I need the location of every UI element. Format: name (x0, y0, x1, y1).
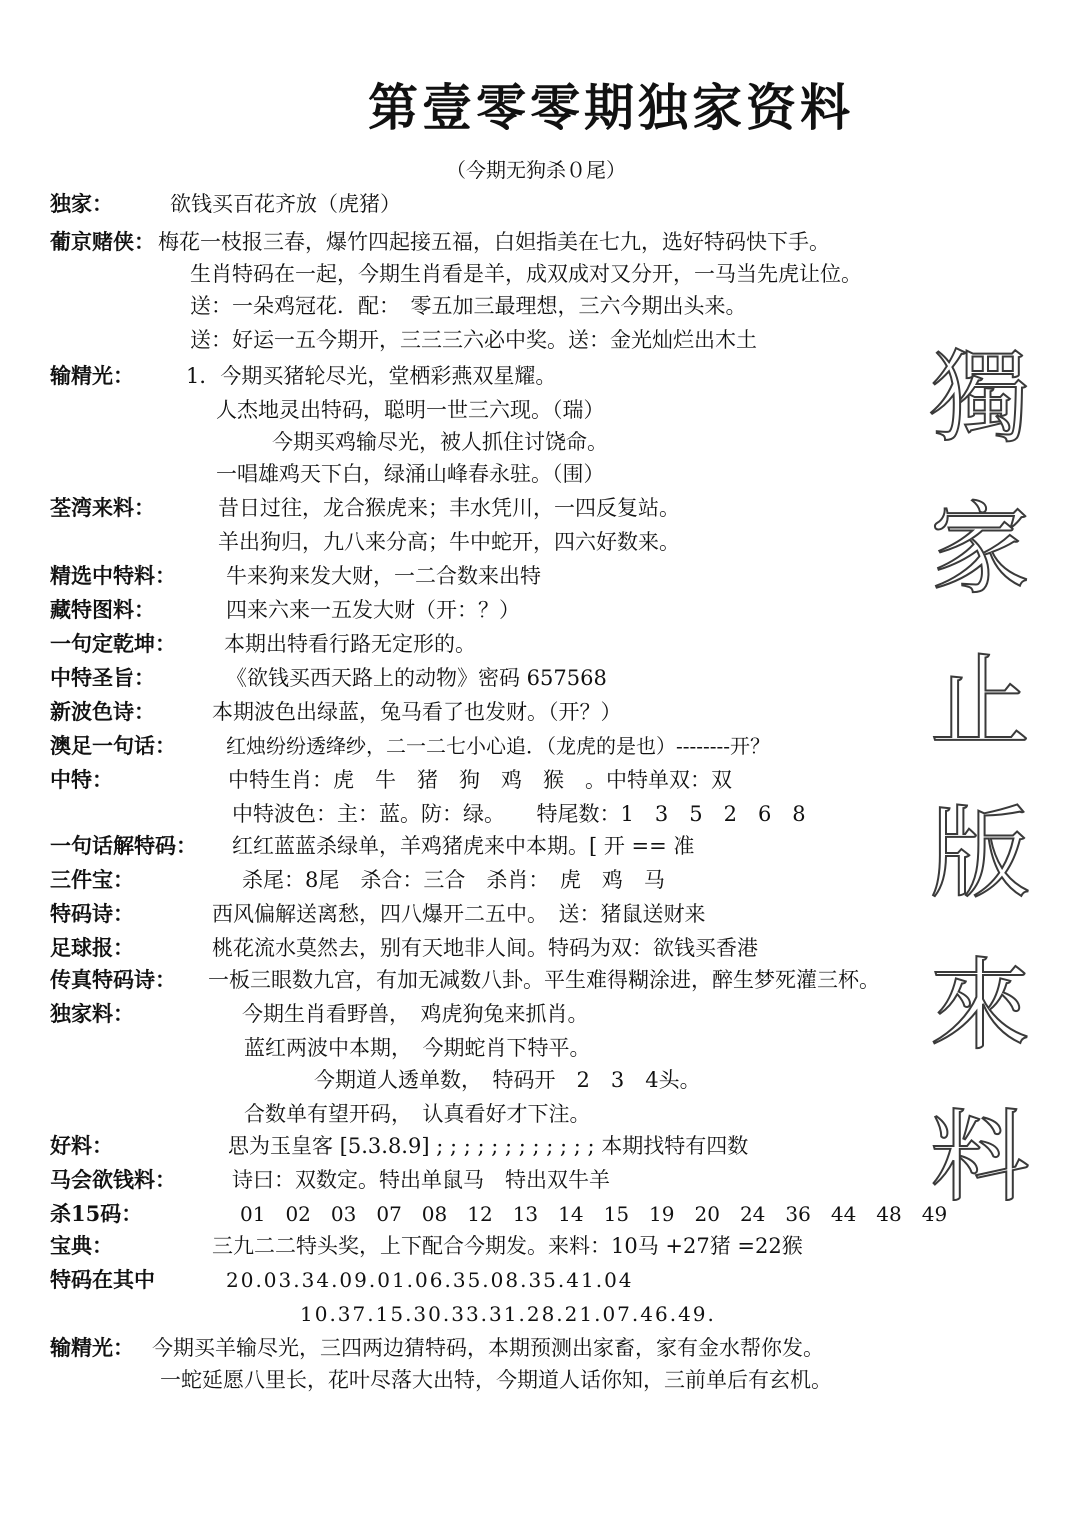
label-aozu: 澳足一句话： (50, 733, 176, 758)
label-zuqiubao: 足球报： (50, 935, 134, 960)
text-line: 一板三眼数九宫，有加无减数八卦。平生难得糊涂进，醉生梦死灌三杯。 (208, 968, 880, 992)
text-line: 昔日过往，龙合猴虎来；丰水凭川，一四反复站。 (218, 496, 680, 520)
label-dujia: 独家： (50, 191, 113, 216)
text-line: 红红蓝蓝杀绿单，羊鸡猪虎来中本期。[ 开 == 准 (232, 834, 695, 858)
text-line: 桃花流水莫然去，别有天地非人间。特码为双：欲钱买香港 (212, 936, 758, 960)
text-line: 诗曰：双数定。特出单鼠马 特出双牛羊 (232, 1168, 610, 1192)
stamp-char: 獨 (930, 339, 1030, 456)
text-line: 蓝红两波中本期， 今期蛇肖下特平。 (244, 1036, 591, 1060)
text-line: 一唱雄鸡天下白，绿涌山峰春永驻。（围） (216, 462, 605, 486)
text-line: 送：好运一五今期开，三三三六必中奖。送：金光灿烂出木土 (190, 328, 757, 352)
text-line: 中特波色：主：蓝。防：绿。 特尾数：1 3 5 2 6 8 (232, 802, 806, 826)
text-line: 思为玉皇客 [5.3.8.9] ; ; ; ; ; ; ; ; ; ; ; ; 本期找特有四数 (228, 1134, 749, 1158)
label-pujing: 葡京赌侠： (50, 229, 155, 254)
text-line: 西风偏解送离愁，四八爆开二五中。 送：猪鼠送财来 (212, 902, 706, 926)
text-line: 今期买鸡输尽光，被人抓住讨饶命。 (272, 430, 608, 454)
text-line: 梅花一枝报三春，爆竹四起接五福，白妲指美在七九，选好特码快下手。 (158, 230, 830, 254)
text-line: 送：一朵鸡冠花．配： 零五加三最理想，三六今期出头来。 (190, 294, 747, 318)
label-shujingguang-2: 输精光： (50, 1335, 134, 1360)
label-quanwan: 荃湾来料： (50, 495, 155, 520)
label-shujingguang: 输精光： (50, 363, 134, 388)
label-temashi: 特码诗： (50, 901, 134, 926)
text-line: 生肖特码在一起，今期生肖看是羊，成双成对又分开，一马当先虎让位。 (190, 262, 862, 286)
text-line: 今期道人透单数， 特码开 2 3 4头。 (314, 1068, 701, 1092)
text-line: 中特生肖：虎 牛 猪 狗 鸡 猴 。中特单双：双 (228, 768, 732, 792)
text-line: 杀尾：8尾 杀合：三合 杀肖： 虎 鸡 马 (242, 868, 665, 892)
text-line: 本期出特看行路无定形的。 (224, 632, 476, 656)
label-jiete: 一句话解特码： (50, 833, 197, 858)
text-line: 今期买羊输尽光，三四两边猜特码，本期预测出家畜，家有金水帮你发。 (152, 1336, 824, 1360)
label-dujialiao: 独家料： (50, 1001, 134, 1026)
text-line: 合数单有望开码， 认真看好才下注。 (244, 1102, 591, 1126)
text-line: 一蛇延愿八里长，花叶尽落大出特，今期道人话你知，三前单后有玄机。 (160, 1368, 832, 1392)
page-subtitle: （今期无狗杀０尾） (446, 158, 626, 182)
text-line: 今期生肖看野兽， 鸡虎狗兔来抓肖。 (242, 1002, 589, 1026)
text-line: 本期波色出绿蓝，兔马看了也发财。（开？） (212, 700, 622, 724)
label-haoliao: 好料： (50, 1133, 113, 1158)
label-chuanzhen: 传真特码诗： (50, 967, 176, 992)
text-line: 羊出狗归，九八来分高；牛中蛇开，四六好数来。 (218, 530, 680, 554)
text-line: 《欲钱买西天路上的动物》密码 657568 (226, 666, 607, 690)
number-line: 20.03.34.09.01.06.35.08.35.41.04 (226, 1268, 634, 1292)
text-line: 四来六来一五发大财（开：？） (226, 598, 520, 622)
text-line: 01 02 03 07 08 12 13 14 15 19 20 24 36 44 48 49 (240, 1202, 948, 1226)
label-zhongte: 中特： (50, 767, 113, 792)
label-yiju: 一句定乾坤： (50, 631, 176, 656)
label-baodian: 宝典： (50, 1233, 113, 1258)
text-line: 欲钱买百花齐放（虎猪） (170, 192, 401, 216)
label-jingxuan: 精选中特料： (50, 563, 176, 588)
label-cangte: 藏特图料： (50, 597, 155, 622)
page-title: 第壹零零期独家资料 (368, 78, 854, 137)
stamp-char: 止 (930, 643, 1030, 760)
label-bose: 新波色诗： (50, 699, 155, 724)
stamp-char: 家 (930, 491, 1030, 608)
stamp-char: 版 (930, 795, 1030, 912)
stamp-char: 料 (930, 1099, 1030, 1216)
text-line: 人杰地灵出特码，聪明一世三六现。（瑞） (216, 398, 605, 422)
stamp-char: 來 (930, 947, 1030, 1064)
label-sha15ma: 杀15码： (50, 1201, 143, 1226)
text-line: 1．今期买猪轮尽光，堂栖彩燕双星耀。 (186, 364, 557, 388)
label-mahui: 马会欲钱料： (50, 1167, 176, 1192)
text-line: 三九二二特头奖，上下配合今期发。来料：10马 +27猪 =22猴 (212, 1234, 803, 1258)
label-temazaiqizhong: 特码在其中 (50, 1267, 155, 1292)
text-line: 牛来狗来发大财，一二合数来出特 (226, 564, 541, 588)
label-sanjianbao: 三件宝： (50, 867, 134, 892)
stamp-watermark (925, 322, 1035, 1234)
label-shengzhi: 中特圣旨： (50, 665, 155, 690)
number-line: 10.37.15.30.33.31.28.21.07.46.49. (300, 1302, 716, 1326)
text-line: 红烛纷纷透绛纱，二一二七小心追．（龙虎的是也）--------开？ (226, 734, 771, 758)
